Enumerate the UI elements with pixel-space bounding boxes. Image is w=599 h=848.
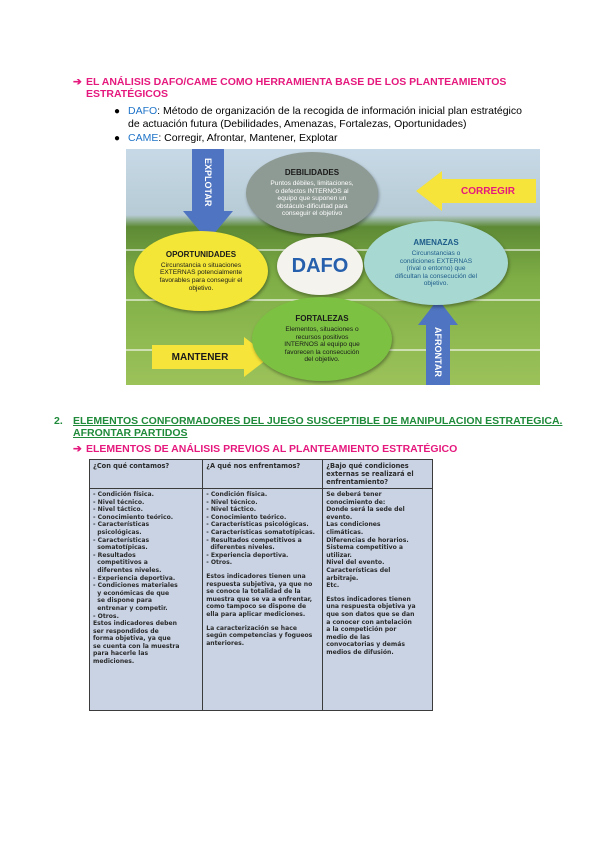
table-cell-line: arbitraje. bbox=[326, 574, 359, 582]
came-term: CAME bbox=[128, 132, 159, 144]
table-cell-line: Características del bbox=[326, 566, 391, 574]
afrontar-label: AFRONTAR bbox=[433, 327, 443, 377]
table-cell-line: Las condiciones bbox=[326, 521, 381, 529]
table-cell-line: climáticas. bbox=[326, 528, 364, 536]
table-cell-line: y económicas de que bbox=[93, 589, 170, 597]
table-cell-line: - Características somatotípicas. bbox=[206, 528, 315, 536]
table-cell-line: según competencias y fogueos bbox=[206, 632, 313, 640]
analysis-elements-table bbox=[89, 459, 433, 711]
table-cell-line: - Conocimiento teórico. bbox=[93, 513, 174, 521]
dafo-definition-1: : Método de organización de la recogida de información inicial plan estratégico bbox=[157, 105, 522, 117]
table-cell-line: muestra que se va a enfrentar, bbox=[206, 595, 313, 603]
table-cell-line: forma objetiva, ya que bbox=[93, 635, 171, 643]
table-cell-line: Estos indicadores tienen una bbox=[206, 572, 306, 580]
dafo-center-label: DAFO bbox=[291, 254, 349, 277]
table-cell-line: entrenar y competir. bbox=[93, 604, 168, 612]
table-cell-line: se dispone para bbox=[93, 597, 152, 605]
table-cell-line: como tampoco se dispone de bbox=[206, 603, 307, 611]
table-cell-line: respuesta subjetiva, ya que no bbox=[206, 580, 313, 588]
debilidades-text: Puntos débiles, limitaciones, o defectos INTERNOS al equipo que suponen un obstáculo-dificultad para conseguir el objetivo bbox=[270, 180, 354, 218]
section2-number: 2. bbox=[54, 415, 63, 427]
amenazas-ellipse bbox=[364, 221, 508, 305]
dafo-bullet bbox=[114, 105, 548, 131]
section1-heading-line2: ESTRATÉGICOS bbox=[86, 88, 169, 100]
table-cell-line: para hacerle las bbox=[93, 650, 149, 658]
table-cell-line: a conocer con antelación bbox=[326, 618, 412, 626]
table-cell-line: medio de las bbox=[326, 633, 370, 641]
dafo-diagram bbox=[126, 149, 540, 385]
table-header-cell: ¿Bajo qué condiciones externas se realizará el enfrentamiento? bbox=[323, 460, 433, 489]
bullet-dot-icon: ● bbox=[114, 133, 121, 144]
table-cell-line: - Nivel técnico. bbox=[206, 498, 258, 506]
table-cell-line: - Condiciones materiales bbox=[93, 582, 178, 590]
fortalezas-title: FORTALEZAS bbox=[295, 314, 349, 324]
table-cell-line: - Otros. bbox=[206, 559, 233, 567]
came-definition: : Corregir, Afrontar, Mantener, Explotar bbox=[158, 132, 338, 144]
table-cell-line: - Resultados competitivos a bbox=[206, 536, 302, 544]
table-header-row bbox=[90, 460, 433, 489]
debilidades-title: DEBILIDADES bbox=[284, 168, 340, 178]
table-cell-line: competitivos a bbox=[93, 559, 148, 567]
debilidades-ellipse bbox=[246, 152, 378, 234]
table-cell-line: - Nivel táctico. bbox=[206, 506, 257, 514]
table-cell-line: anteriores. bbox=[206, 639, 245, 647]
table-cell-line: diferentes niveles. bbox=[93, 566, 162, 574]
table-cell-line: se conoce la totalidad de la bbox=[206, 588, 301, 596]
table-cell bbox=[323, 489, 433, 711]
table-cell-line: somatotípicas. bbox=[93, 544, 148, 552]
table-cell-line: Diferencias de horarios. bbox=[326, 536, 409, 544]
table-row bbox=[90, 489, 433, 711]
section2-heading-line1: ELEMENTOS CONFORMADORES DEL JUEGO SUSCEPTIBLE DE MANIPULACION ESTRATEGICA. bbox=[73, 415, 563, 427]
section1-heading-line1: EL ANÁLISIS DAFO/CAME COMO HERRAMIENTA BASE DE LOS PLANTEAMIENTOS bbox=[86, 76, 507, 88]
table-cell-line: - Conocimiento teórico. bbox=[206, 513, 287, 521]
section2-subheading-text: ELEMENTOS DE ANÁLISIS PREVIOS AL PLANTEAMIENTO ESTRATÉGICO bbox=[86, 443, 458, 455]
fortalezas-ellipse bbox=[252, 297, 392, 381]
arrow-right-icon: ➔ bbox=[73, 443, 82, 455]
table-cell-line: Sistema competitivo a bbox=[326, 544, 404, 552]
dafo-term: DAFO bbox=[128, 105, 158, 117]
table-cell-line: Etc. bbox=[326, 582, 340, 590]
corregir-label: CORREGIR bbox=[461, 185, 515, 197]
section1-heading bbox=[73, 76, 546, 100]
table-cell-line: - Condición física. bbox=[206, 491, 268, 498]
section2-heading-line2: AFRONTAR PARTIDOS bbox=[73, 427, 188, 439]
table-cell-line: Donde será la sede del bbox=[326, 506, 405, 514]
table-cell-line: Estos indicadores tienen bbox=[326, 595, 411, 603]
table-cell-line: mediciones. bbox=[93, 658, 135, 666]
arrow-right-icon: ➔ bbox=[73, 76, 82, 88]
table-cell-line: a la competición por bbox=[326, 626, 397, 634]
table-cell-line: que son datos que se dan bbox=[326, 610, 415, 618]
table-cell-line: - Nivel técnico. bbox=[93, 498, 145, 506]
section2-subheading bbox=[73, 443, 546, 455]
table-cell bbox=[90, 489, 203, 711]
table-cell-line: - Resultados bbox=[93, 551, 136, 559]
bullet-dot-icon: ● bbox=[114, 106, 121, 117]
table-cell-line: Nivel del evento. bbox=[326, 559, 385, 567]
amenazas-text: Circunstancias o condiciones EXTERNAS (rival o entorno) que dificultan la consecución del objetivo. bbox=[394, 250, 478, 288]
dafo-center-ellipse bbox=[277, 237, 363, 295]
explotar-label: EXPLOTAR bbox=[203, 157, 213, 207]
table-cell-line: - Características bbox=[93, 521, 150, 529]
amenazas-title: AMENAZAS bbox=[413, 238, 459, 248]
oportunidades-title: OPORTUNIDADES bbox=[165, 249, 237, 259]
table-cell-line: - Condición física. bbox=[93, 491, 154, 498]
table-cell-line: ser respondidos de bbox=[93, 627, 159, 635]
section2-heading bbox=[54, 415, 574, 439]
table-cell-line: - Experiencia deportiva. bbox=[206, 551, 289, 559]
table-cell-line: ella para aplicar mediciones. bbox=[206, 610, 306, 618]
table-cell-line: medios de difusión. bbox=[326, 648, 394, 656]
table-cell-line: evento. bbox=[326, 513, 353, 521]
table-cell-line: - Experiencia deportiva. bbox=[93, 574, 176, 582]
mantener-label: MANTENER bbox=[171, 351, 229, 363]
table-cell-line: - Características psicológicas. bbox=[206, 521, 309, 529]
table-cell-line: - Otros. bbox=[93, 612, 119, 620]
dafo-definition-2: de actuación futura (Debilidades, Amenazas, Fortalezas, Oportunidades) bbox=[128, 118, 467, 130]
table-cell-line: psicológicas. bbox=[93, 528, 142, 536]
table-cell-line: La caracterización se hace bbox=[206, 624, 297, 632]
came-bullet bbox=[114, 132, 548, 145]
table-cell-line: se cuenta con la muestra bbox=[93, 642, 180, 650]
table-cell-line: - Características bbox=[93, 536, 150, 544]
oportunidades-text: Circunstancia o situaciones EXTERNAS potencialmente favorables para conseguir el objetivo. bbox=[159, 261, 243, 292]
fortalezas-text: Elementos, situaciones o recursos positivos INTERNOS al equipo que favorecen la consecución del objetivo. bbox=[284, 326, 360, 364]
table-header-cell: ¿Con qué contamos? bbox=[90, 460, 203, 489]
table-cell-line: diferentes niveles. bbox=[206, 544, 275, 552]
table-cell-line: utilizar. bbox=[326, 551, 352, 559]
table-header-cell: ¿A qué nos enfrentamos? bbox=[203, 460, 323, 489]
table-cell-line: - Nivel táctico. bbox=[93, 506, 143, 514]
table-cell-line: Estos indicadores deben bbox=[93, 620, 178, 628]
oportunidades-ellipse bbox=[134, 231, 268, 311]
table-cell-line: convocatorias y demás bbox=[326, 641, 405, 649]
table-cell-line: conocimiento de: bbox=[326, 498, 386, 506]
table-cell bbox=[203, 489, 323, 711]
table-cell-line: Se deberá tener bbox=[326, 491, 382, 498]
table-cell-line: una respuesta objetiva ya bbox=[326, 603, 416, 611]
